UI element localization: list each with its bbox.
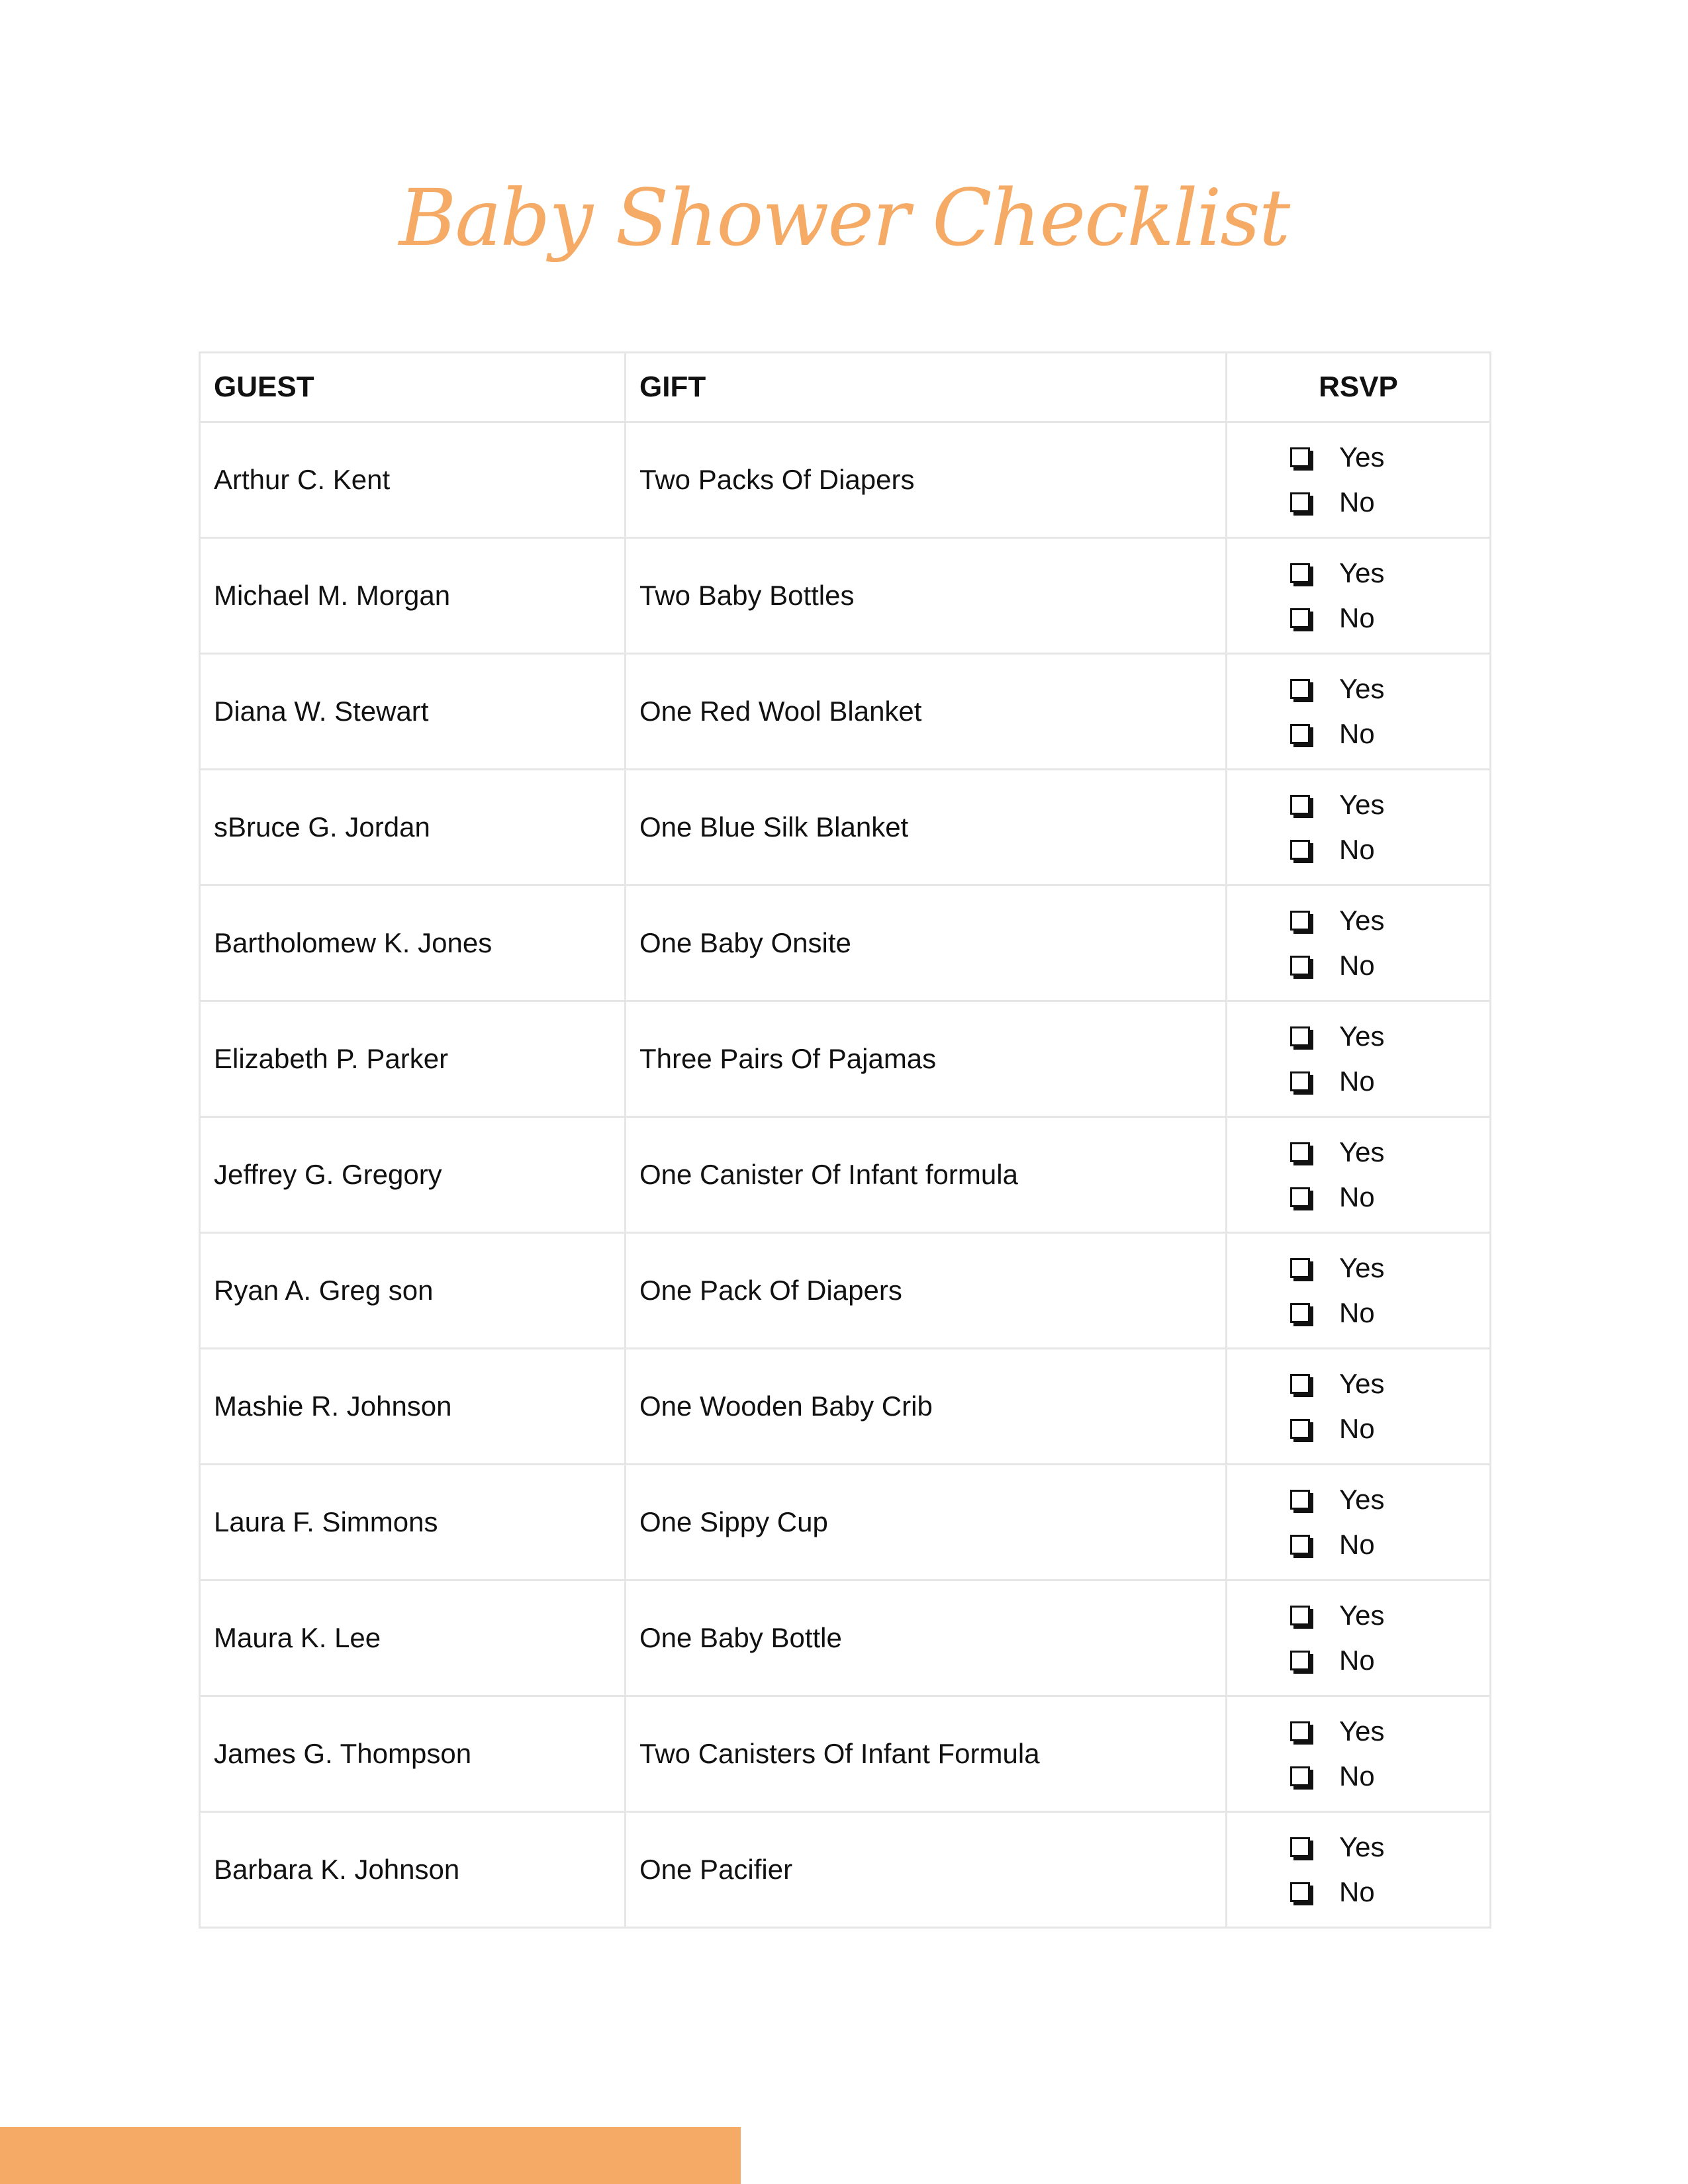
gift-name: One Canister Of Infant formula xyxy=(626,1117,1227,1233)
table-row xyxy=(200,886,1491,1001)
rsvp-options xyxy=(1227,422,1491,538)
gift-name: Two Canisters Of Infant Formula xyxy=(626,1696,1227,1812)
rsvp-yes-label: Yes xyxy=(1339,1368,1385,1399)
rsvp-yes-option[interactable] xyxy=(1290,1593,1476,1638)
rsvp-no-option[interactable] xyxy=(1290,1059,1476,1104)
table-row xyxy=(200,1001,1491,1117)
rsvp-options xyxy=(1227,1117,1491,1233)
rsvp-column-header: RSVP xyxy=(1227,353,1491,422)
rsvp-no-option[interactable] xyxy=(1290,1406,1476,1451)
table-body xyxy=(200,422,1491,1928)
table-row xyxy=(200,1117,1491,1233)
guest-name: Jeffrey G. Gregory xyxy=(200,1117,626,1233)
rsvp-no-label: No xyxy=(1339,1876,1375,1907)
guest-name: Bartholomew K. Jones xyxy=(200,886,626,1001)
gift-name: Two Packs Of Diapers xyxy=(626,422,1227,538)
checkbox-icon[interactable] xyxy=(1290,724,1310,744)
checkbox-icon[interactable] xyxy=(1290,1766,1310,1786)
rsvp-options xyxy=(1227,1580,1491,1696)
checkbox-icon[interactable] xyxy=(1290,1374,1310,1394)
rsvp-no-label: No xyxy=(1339,1645,1375,1676)
guest-name: sBruce G. Jordan xyxy=(200,770,626,886)
table-row xyxy=(200,538,1491,654)
rsvp-options xyxy=(1227,1349,1491,1465)
gift-name: Three Pairs Of Pajamas xyxy=(626,1001,1227,1117)
rsvp-options xyxy=(1227,1465,1491,1580)
rsvp-yes-label: Yes xyxy=(1339,905,1385,936)
rsvp-yes-label: Yes xyxy=(1339,1600,1385,1631)
checkbox-icon[interactable] xyxy=(1290,492,1310,512)
guest-name: Ryan A. Greg son xyxy=(200,1233,626,1349)
checkbox-icon[interactable] xyxy=(1290,1606,1310,1625)
checkbox-icon[interactable] xyxy=(1290,1419,1310,1439)
checkbox-icon[interactable] xyxy=(1290,795,1310,815)
rsvp-no-label: No xyxy=(1339,834,1375,865)
rsvp-yes-label: Yes xyxy=(1339,673,1385,704)
checkbox-icon[interactable] xyxy=(1290,1258,1310,1278)
rsvp-yes-option[interactable] xyxy=(1290,898,1476,943)
rsvp-no-label: No xyxy=(1339,1181,1375,1212)
rsvp-yes-option[interactable] xyxy=(1290,666,1476,711)
rsvp-options xyxy=(1227,654,1491,770)
checkbox-icon[interactable] xyxy=(1290,1187,1310,1207)
checkbox-icon[interactable] xyxy=(1290,1651,1310,1670)
table-header-row xyxy=(200,353,1491,422)
checkbox-icon[interactable] xyxy=(1290,1837,1310,1857)
gift-name: One Pack Of Diapers xyxy=(626,1233,1227,1349)
checkbox-icon[interactable] xyxy=(1290,447,1310,467)
rsvp-yes-option[interactable] xyxy=(1290,1361,1476,1406)
footer-accent-bar xyxy=(0,2127,741,2184)
rsvp-options xyxy=(1227,538,1491,654)
rsvp-yes-label: Yes xyxy=(1339,1021,1385,1052)
rsvp-yes-option[interactable] xyxy=(1290,782,1476,827)
checkbox-icon[interactable] xyxy=(1290,1142,1310,1162)
rsvp-yes-option[interactable] xyxy=(1290,1246,1476,1291)
rsvp-yes-option[interactable] xyxy=(1290,1130,1476,1175)
gift-name: One Baby Bottle xyxy=(626,1580,1227,1696)
guest-name: Elizabeth P. Parker xyxy=(200,1001,626,1117)
rsvp-yes-label: Yes xyxy=(1339,789,1385,820)
rsvp-options xyxy=(1227,1233,1491,1349)
gift-name: One Wooden Baby Crib xyxy=(626,1349,1227,1465)
rsvp-yes-label: Yes xyxy=(1339,1252,1385,1283)
rsvp-no-label: No xyxy=(1339,1529,1375,1560)
table-row xyxy=(200,422,1491,538)
checkbox-icon[interactable] xyxy=(1290,1071,1310,1091)
rsvp-yes-label: Yes xyxy=(1339,1136,1385,1167)
checkbox-icon[interactable] xyxy=(1290,1490,1310,1510)
gift-column-header: GIFT xyxy=(626,353,1227,422)
rsvp-no-label: No xyxy=(1339,718,1375,749)
rsvp-no-option[interactable] xyxy=(1290,596,1476,641)
checkbox-icon[interactable] xyxy=(1290,563,1310,583)
table-row xyxy=(200,1465,1491,1580)
rsvp-no-label: No xyxy=(1339,1760,1375,1792)
rsvp-no-option[interactable] xyxy=(1290,1754,1476,1799)
table-row xyxy=(200,654,1491,770)
guest-name: Michael M. Morgan xyxy=(200,538,626,654)
table-row xyxy=(200,1349,1491,1465)
guest-name: James G. Thompson xyxy=(200,1696,626,1812)
guest-gift-table xyxy=(199,351,1491,1929)
guest-name: Arthur C. Kent xyxy=(200,422,626,538)
checkbox-icon[interactable] xyxy=(1290,840,1310,860)
rsvp-no-option[interactable] xyxy=(1290,1638,1476,1683)
rsvp-no-option[interactable] xyxy=(1290,1175,1476,1220)
checkbox-icon[interactable] xyxy=(1290,956,1310,976)
checkbox-icon[interactable] xyxy=(1290,1026,1310,1046)
table-row xyxy=(200,770,1491,886)
table-row xyxy=(200,1812,1491,1928)
rsvp-options xyxy=(1227,1696,1491,1812)
table-row xyxy=(200,1233,1491,1349)
rsvp-no-label: No xyxy=(1339,1297,1375,1328)
rsvp-options xyxy=(1227,886,1491,1001)
checkbox-icon[interactable] xyxy=(1290,679,1310,699)
rsvp-yes-option[interactable] xyxy=(1290,1825,1476,1870)
rsvp-yes-label: Yes xyxy=(1339,1484,1385,1515)
rsvp-no-option[interactable] xyxy=(1290,711,1476,756)
rsvp-options xyxy=(1227,770,1491,886)
rsvp-no-option[interactable] xyxy=(1290,1522,1476,1567)
checkbox-icon[interactable] xyxy=(1290,1303,1310,1323)
rsvp-yes-label: Yes xyxy=(1339,1715,1385,1747)
rsvp-no-option[interactable] xyxy=(1290,480,1476,525)
rsvp-yes-option[interactable] xyxy=(1290,435,1476,480)
guest-name: Maura K. Lee xyxy=(200,1580,626,1696)
rsvp-no-option[interactable] xyxy=(1290,827,1476,872)
checkbox-icon[interactable] xyxy=(1290,911,1310,931)
gift-name: One Sippy Cup xyxy=(626,1465,1227,1580)
gift-name: One Pacifier xyxy=(626,1812,1227,1928)
rsvp-options xyxy=(1227,1001,1491,1117)
rsvp-options xyxy=(1227,1812,1491,1928)
checkbox-icon[interactable] xyxy=(1290,1535,1310,1555)
rsvp-yes-label: Yes xyxy=(1339,1831,1385,1862)
checkbox-icon[interactable] xyxy=(1290,608,1310,628)
rsvp-yes-option[interactable] xyxy=(1290,1014,1476,1059)
rsvp-no-label: No xyxy=(1339,602,1375,633)
rsvp-no-option[interactable] xyxy=(1290,1870,1476,1915)
gift-name: One Baby Onsite xyxy=(626,886,1227,1001)
table-row xyxy=(200,1696,1491,1812)
page-title: Baby Shower Checklist xyxy=(399,172,1289,263)
checkbox-icon[interactable] xyxy=(1290,1721,1310,1741)
guest-name: Barbara K. Johnson xyxy=(200,1812,626,1928)
gift-name: One Blue Silk Blanket xyxy=(626,770,1227,886)
table-row xyxy=(200,1580,1491,1696)
rsvp-no-label: No xyxy=(1339,486,1375,518)
checkbox-icon[interactable] xyxy=(1290,1882,1310,1902)
guest-name: Diana W. Stewart xyxy=(200,654,626,770)
rsvp-no-label: No xyxy=(1339,950,1375,981)
rsvp-no-option[interactable] xyxy=(1290,1291,1476,1336)
rsvp-yes-option[interactable] xyxy=(1290,1477,1476,1522)
guest-name: Mashie R. Johnson xyxy=(200,1349,626,1465)
gift-name: Two Baby Bottles xyxy=(626,538,1227,654)
gift-name: One Red Wool Blanket xyxy=(626,654,1227,770)
rsvp-yes-label: Yes xyxy=(1339,557,1385,588)
rsvp-no-label: No xyxy=(1339,1413,1375,1444)
guest-column-header: GUEST xyxy=(200,353,626,422)
rsvp-yes-option[interactable] xyxy=(1290,551,1476,596)
rsvp-yes-label: Yes xyxy=(1339,441,1385,473)
rsvp-no-label: No xyxy=(1339,1066,1375,1097)
rsvp-no-option[interactable] xyxy=(1290,943,1476,988)
rsvp-yes-option[interactable] xyxy=(1290,1709,1476,1754)
guest-name: Laura F. Simmons xyxy=(200,1465,626,1580)
